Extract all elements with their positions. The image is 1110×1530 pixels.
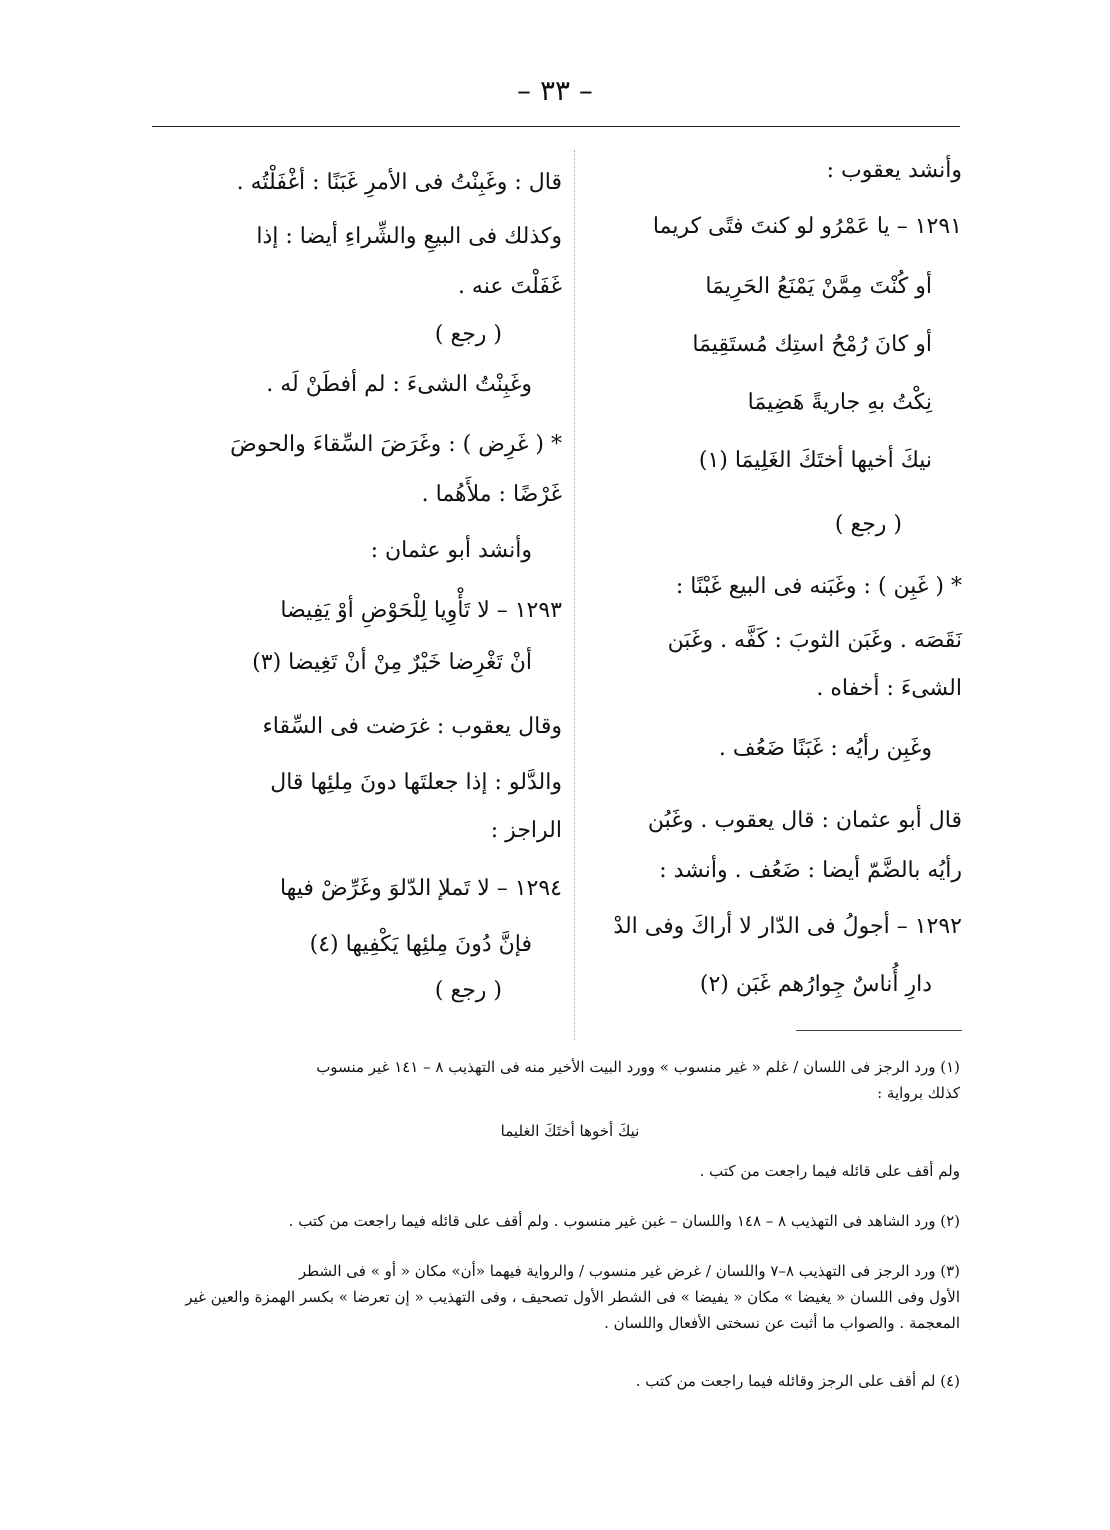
section-marker: ( رجع )	[434, 322, 502, 347]
verse-line: ١٢٩١ – يا عَمْرُو لو كنتَ فتًى كريما	[652, 214, 962, 239]
footnote-3-end: المعجمة . والصواب ما أثبت عن نسختى الأفعال واللسان .	[604, 1314, 960, 1332]
entry-headword-line: * ( غَبِن ) : وغَبَنه فى البيع غَبْنًا :	[675, 574, 962, 599]
text-line: الراجز :	[490, 818, 562, 843]
text-line: وكذلك فى البيعِ والشِّراءِ أيضا : إذا	[256, 224, 562, 249]
footnote-4: (٤) لم أقف على الرجز وقائله فيما راجعت من كتب .	[635, 1372, 960, 1390]
verse-line: أنْ تَغْرِضا خَيْرٌ مِنْ أنْ تَغِيضا (٣)	[252, 650, 532, 675]
text-line: قال أبو عثمان : قال يعقوب . وغَبُن	[647, 808, 962, 833]
text-line: قال : وغَبِنْتُ فى الأمرِ غَبَنًا : أغْفَلْتُه .	[236, 170, 562, 195]
entry-headword-line: * ( غَرِض ) : وغَرَضَ السِّقاءَ والحوضَ	[230, 432, 562, 457]
footnote-3-cont: الأول وفى اللسان « يغيضا » مكان « يفيضا » فى الشطر الأول تصحيف ، وفى التهذيب « إن تعرضا » بكسر الهمزة والعين غير	[185, 1288, 960, 1306]
verse-line: دارِ أُناسٌ جِوارُهم غَبَن (٢)	[699, 972, 932, 997]
footnote-1-cont: كذلك برواية :	[877, 1084, 960, 1102]
verse-line: نيكَ أخيها أختَكَ الغَلِيمَا (١)	[698, 448, 932, 473]
header-rule	[152, 126, 960, 127]
footnote-rule	[796, 1030, 962, 1031]
footnote-3: (٣) ورد الرجز فى التهذيب ٨–٧ واللسان / غرض غير منسوب / والرواية فيهما «أن» مكان « أو » فى الشطر	[298, 1262, 960, 1280]
text-line: وأنشد أبو عثمان :	[370, 538, 532, 563]
footnote-1: (١) ورد الرجز فى اللسان / غلم « غير منسوب » وورد البيت الأخير منه فى التهذيب ٨ – ١٤١ غير منسوب	[316, 1058, 960, 1076]
footnote-1-end: ولم أقف على قائله فيما راجعت من كتب .	[699, 1162, 960, 1180]
column-divider	[574, 150, 575, 1040]
verse-line: فإنَّ دُونَ مِلئِها يَكْفِيها (٤)	[309, 932, 532, 957]
footnote-2: (٢) ورد الشاهد فى التهذيب ٨ – ١٤٨ واللسان – غبن غير منسوب . ولم أقف على قائله فيما راجعت من كتب .	[288, 1212, 960, 1230]
text-line: وغَبِن رأيُه : غَبَنًا ضَعُف .	[718, 736, 932, 761]
footnote-1-verse: نيكَ أخوها أختَكَ الغليما	[500, 1122, 640, 1140]
verse-line: ١٢٩٤ – لا تَملإ الدّلوَ وغَرِّضْ فيها	[279, 876, 562, 901]
text-line: وغَبِنْتُ الشىءَ : لم أفطَنْ لَه .	[266, 372, 532, 397]
verse-line: نِكْتُ بهِ جاريةً هَضِيمَا	[747, 390, 932, 415]
page-number: – ٣٣ –	[517, 74, 593, 107]
text-line: وأنشد يعقوب :	[826, 158, 962, 183]
verse-line: ١٢٩٣ – لا تَأْوِيا لِلْحَوْضِ أوْ يَفِيضا	[280, 598, 562, 623]
text-line: الشىءَ : أخفاه .	[816, 676, 962, 701]
section-marker: ( رجع )	[834, 512, 902, 537]
section-marker: ( رجع )	[434, 978, 502, 1003]
text-line: غَرْضًا : ملأَهُما .	[421, 482, 562, 507]
text-line: والدَّلو : إذا جعلتَها دونَ مِلئِها قال	[270, 770, 562, 795]
verse-line: أو كانَ رُمْحُ استِك مُستَقِيمَا	[692, 332, 932, 357]
verse-line: أو كُنْتَ مِمَّنْ يَمْنَعُ الحَرِيمَا	[705, 274, 932, 299]
text-line: نَقَصَه . وغَبَن الثوبَ : كَفَّه . وغَبَن	[667, 628, 962, 653]
verse-line: ١٢٩٢ – أجولُ فى الدّار لا أراكَ وفى الدْ	[613, 914, 962, 939]
text-line: غَفَلْتَ عنه .	[457, 274, 562, 299]
text-line: رأيُه بالضَّمّ أيضا : ضَعُف . وأنشد :	[659, 858, 962, 883]
text-line: وقال يعقوب : غرَضت فى السِّقاء	[262, 714, 562, 739]
